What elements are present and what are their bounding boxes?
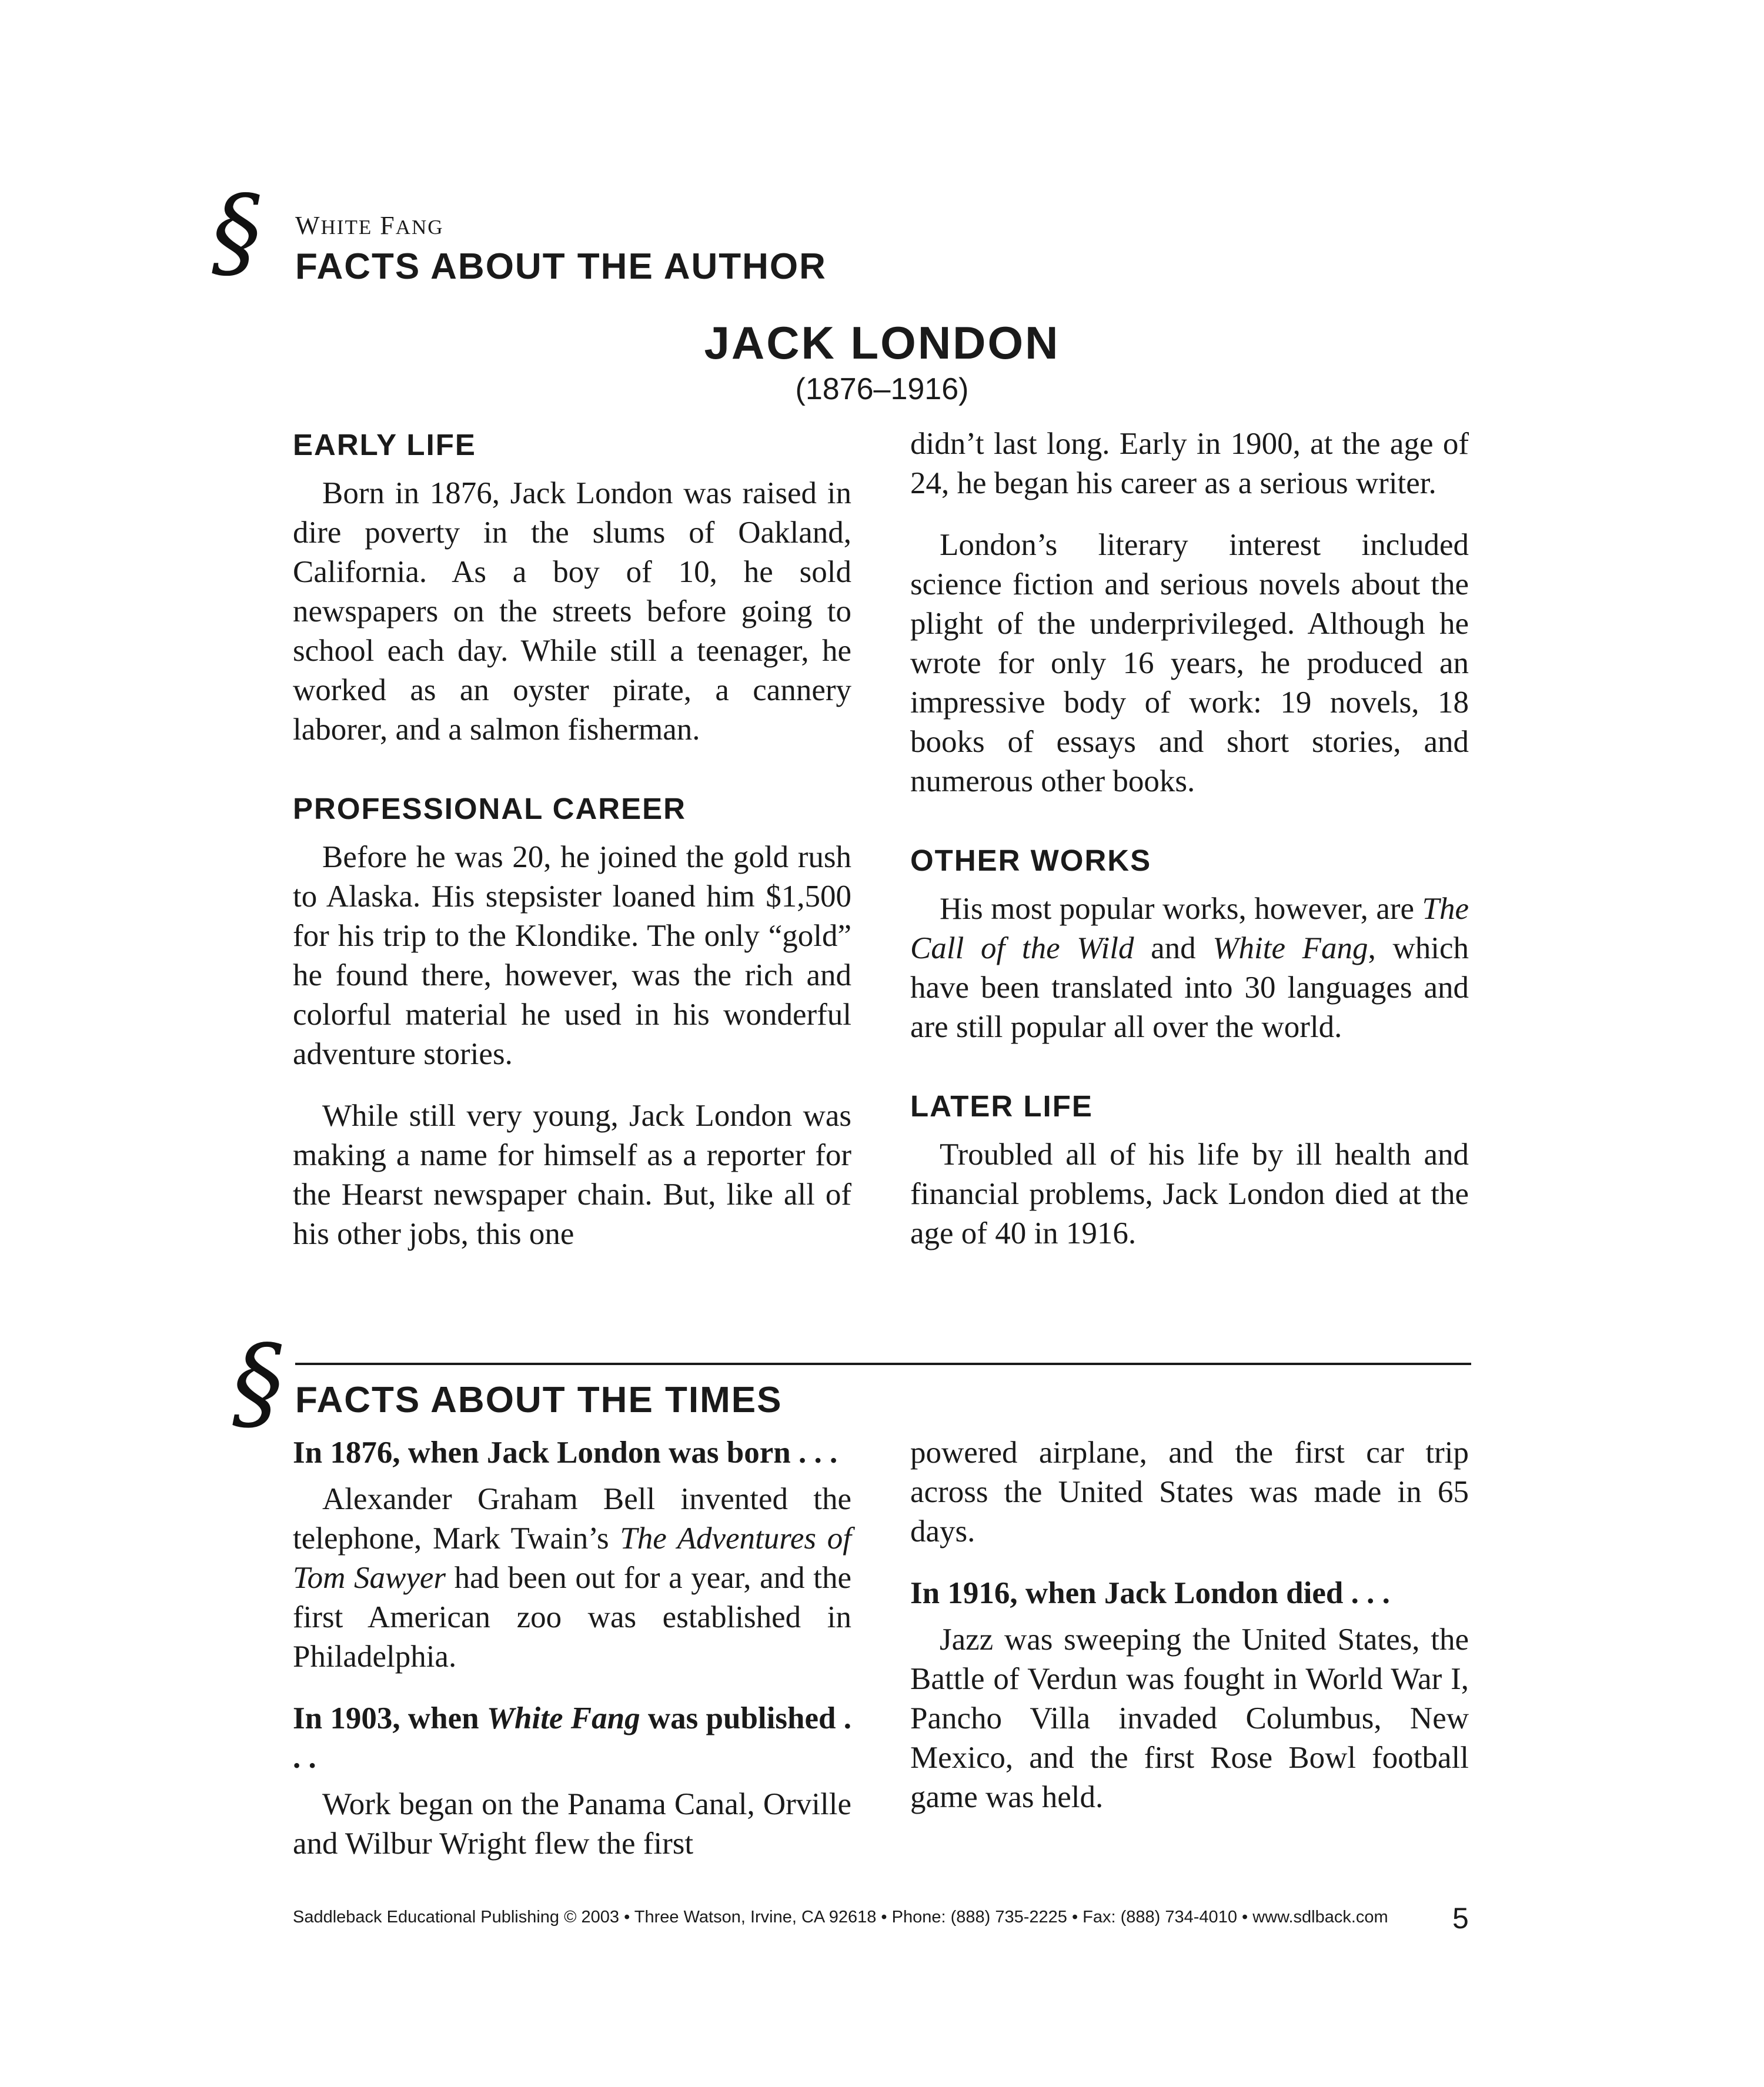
book-title-white-fang: White Fang bbox=[1212, 931, 1368, 965]
book-title-call-of-the-wild: The Call of the Wild bbox=[910, 892, 1469, 965]
died-paragraph: Jazz was sweeping the United States, the Battle of Verdun was fought in World War I, Pancho Villa invaded Columbus, New Mexico, and the first Rose Bowl football game was held. bbox=[910, 1623, 1469, 1814]
published-paragraph: Work began on the Panama Canal, Orville and Wilbur Wright flew the first bbox=[293, 1787, 851, 1861]
section-ornament-icon: § bbox=[212, 174, 262, 290]
section-title-author: FACTS ABOUT THE AUTHOR bbox=[295, 246, 827, 287]
early-life-paragraph: Born in 1876, Jack London was raised in dire poverty in the slums of Oakland, California. As a boy of 10, he sold newspapers on the streets before going to school each day. While still a teenager, he worked as an oyster pirate, a cannery laborer, and a salmon fisherman. bbox=[293, 476, 851, 747]
heading-published-1903 bbox=[293, 1699, 851, 1778]
book-title-tom-sawyer: The Adventures of Tom Sawyer bbox=[293, 1521, 851, 1595]
published-heading-title: White Fang bbox=[486, 1701, 640, 1735]
other-works-text-end: , which have been translated into 30 languages and are still popular all over the world. bbox=[910, 931, 1469, 1044]
author-dates: (1876–1916) bbox=[795, 372, 969, 406]
series-title-w: W bbox=[295, 211, 321, 240]
times-ornament-icon: § bbox=[232, 1323, 284, 1443]
series-title-f: F bbox=[380, 211, 396, 240]
heading-died-1916: In 1916, when Jack London died . . . bbox=[910, 1576, 1390, 1610]
published-paragraph-cont: powered airplane, and the first car trip across the United States was made in 65 days. bbox=[910, 1436, 1469, 1548]
times-left-column bbox=[293, 1433, 851, 1864]
section-divider bbox=[295, 1363, 1471, 1365]
times-right-column bbox=[910, 1433, 1469, 1817]
heading-other-works: OTHER WORKS bbox=[910, 844, 1152, 877]
author-name: JACK LONDON bbox=[704, 317, 1060, 369]
professional-career-paragraph-3: London’s literary interest included science fiction and serious novels about the plight of the underprivileged. Although he wrote for only 16 years, he produced an impressive body of work: 19 novels, 18 books of essays and short stories, and numerous other books. bbox=[910, 528, 1469, 798]
heading-later-life: LATER LIFE bbox=[910, 1089, 1093, 1123]
series-title-w-rest: HITE bbox=[320, 216, 373, 239]
heading-born-1876: In 1876, when Jack London was born . . . bbox=[293, 1436, 838, 1470]
born-text-end: had been out for a year, and the first American zoo was established in Philadelphia. bbox=[293, 1561, 851, 1674]
born-text-start: Alexander Graham Bell invented the telephone, Mark Twain’s bbox=[293, 1482, 851, 1556]
page-number: 5 bbox=[1452, 1902, 1469, 1935]
other-works-paragraph bbox=[910, 889, 1469, 1047]
series-title-f-rest: ANG bbox=[395, 216, 444, 239]
published-heading-start: In 1903, when bbox=[293, 1701, 487, 1735]
other-works-and: and bbox=[1134, 931, 1213, 965]
professional-career-paragraph-1: Before he was 20, he joined the gold rush to Alaska. His stepsister loaned him $1,500 for his trip to the Klondike. The only “gold” he found there, however, was the rich and colorful material he used in his wonderful adventure stories. bbox=[293, 840, 851, 1071]
other-works-text-start: His most popular works, however, are bbox=[940, 892, 1422, 926]
author-right-column bbox=[910, 424, 1469, 1253]
series-title bbox=[295, 210, 444, 240]
professional-career-paragraph-2-cont: didn’t last long. Early in 1900, at the age of 24, he began his career as a serious writer. bbox=[910, 427, 1469, 500]
footer-publisher: Saddleback Educational Publishing © 2003 • Three Watson, Irvine, CA 92618 • Phone: (888) 735-2225 • Fax: (888) 734-4010 • www.sdlback.com bbox=[293, 1908, 1388, 1927]
later-life-paragraph: Troubled all of his life by ill health and financial problems, Jack London died at the age of 40 in 1916. bbox=[910, 1138, 1469, 1250]
heading-professional-career: PROFESSIONAL CAREER bbox=[293, 792, 686, 825]
published-heading-end: was published . . . bbox=[293, 1701, 851, 1775]
author-left-column bbox=[293, 424, 851, 1254]
professional-career-paragraph-2: While still very young, Jack London was making a name for himself as a reporter for the Hearst newspaper chain. But, like all of his other jobs, this one bbox=[293, 1099, 851, 1251]
heading-early-life: EARLY LIFE bbox=[293, 428, 476, 461]
born-paragraph bbox=[293, 1480, 851, 1677]
section-title-times: FACTS ABOUT THE TIMES bbox=[295, 1380, 783, 1420]
